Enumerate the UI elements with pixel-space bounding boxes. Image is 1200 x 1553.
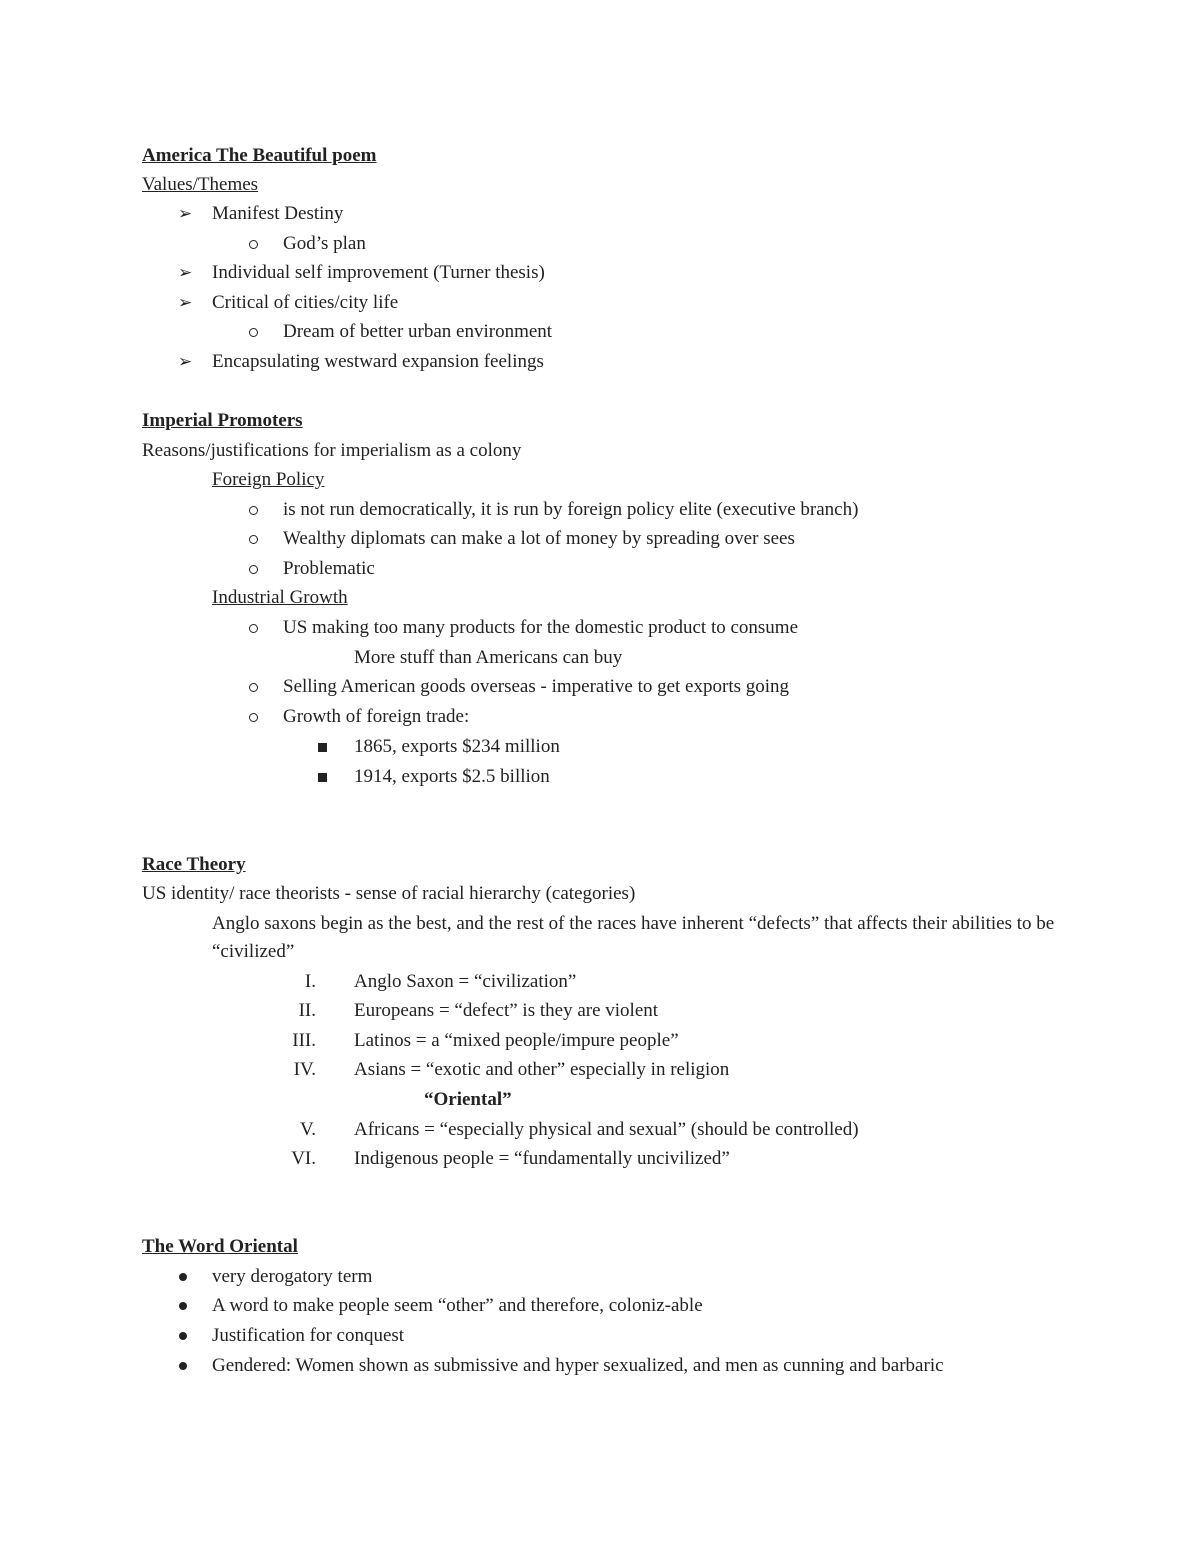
list-item: Wealthy diplomats can make a lot of money by spreading over sees <box>283 528 795 549</box>
list-item: Asians = “exotic and other” especially in religion <box>354 1059 730 1080</box>
arrow-bullet-icon: ➢ <box>178 293 193 312</box>
list-item: Critical of cities/city life <box>212 292 399 313</box>
section-intro: Reasons/justifications for imperialism as a colony <box>142 440 522 461</box>
list-item: Dream of better urban environment <box>283 321 553 342</box>
list-item: Manifest Destiny <box>212 203 344 224</box>
list-item: Encapsulating westward expansion feelings <box>212 351 544 372</box>
oriental-note: “Oriental” <box>424 1089 512 1110</box>
section-intro: US identity/ race theorists - sense of racial hierarchy (categories) <box>142 883 636 904</box>
section-title-imperial-promoters: Imperial Promoters <box>142 410 303 431</box>
circle-bullet-icon <box>249 713 258 722</box>
section-title-race-theory: Race Theory <box>142 854 246 875</box>
list-item: Africans = “especially physical and sexual” (should be controlled) <box>354 1119 859 1140</box>
list-item: Gendered: Women shown as submissive and hyper sexualized, and men as cunning and barbaric <box>212 1355 944 1376</box>
list-item: very derogatory term <box>212 1266 373 1287</box>
roman-numeral: IV. <box>293 1059 316 1080</box>
list-item: Problematic <box>283 558 375 579</box>
list-item: 1865, exports $234 million <box>354 736 560 757</box>
arrow-bullet-icon: ➢ <box>178 263 193 282</box>
square-bullet-icon <box>318 773 327 782</box>
list-item: Individual self improvement (Turner thesis) <box>212 262 545 283</box>
roman-numeral: VI. <box>291 1148 316 1169</box>
circle-bullet-icon <box>249 565 258 574</box>
list-item: Selling American goods overseas - imperative to get exports going <box>283 676 790 697</box>
list-item: Latinos = a “mixed people/impure people” <box>354 1030 679 1051</box>
circle-bullet-icon <box>249 624 258 633</box>
list-item: Justification for conquest <box>212 1325 405 1346</box>
disc-bullet-icon <box>179 1273 187 1281</box>
list-item: A word to make people seem “other” and therefore, coloniz-able <box>212 1295 703 1316</box>
square-bullet-icon <box>318 743 327 752</box>
circle-bullet-icon <box>249 683 258 692</box>
list-item: Europeans = “defect” is they are violent <box>354 1000 659 1021</box>
circle-bullet-icon <box>249 240 258 249</box>
roman-numeral: II. <box>298 1000 316 1021</box>
race-theory-paragraph: Anglo saxons begin as the best, and the rest of the races have inherent “defects” that affects their abilities to be “civilized” <box>212 913 1055 962</box>
disc-bullet-icon <box>179 1362 187 1370</box>
industrial-growth-subheading: Industrial Growth <box>212 587 348 608</box>
arrow-bullet-icon: ➢ <box>178 352 193 371</box>
roman-numeral: III. <box>292 1030 316 1051</box>
foreign-policy-subheading: Foreign Policy <box>212 469 325 490</box>
list-item: Anglo Saxon = “civilization” <box>354 971 577 992</box>
section-title-the-word-oriental: The Word Oriental <box>142 1236 298 1257</box>
list-item: 1914, exports $2.5 billion <box>354 766 550 787</box>
list-item: Indigenous people = “fundamentally uncivilized” <box>354 1148 730 1169</box>
values-themes-subheading: Values/Themes <box>142 174 259 195</box>
list-item-continuation: More stuff than Americans can buy <box>354 647 623 668</box>
circle-bullet-icon <box>249 535 258 544</box>
list-item: Growth of foreign trade: <box>283 706 470 727</box>
circle-bullet-icon <box>249 328 258 337</box>
roman-numeral: I. <box>304 971 316 992</box>
list-item: is not run democratically, it is run by foreign policy elite (executive branch) <box>283 499 859 520</box>
list-item: God’s plan <box>283 233 366 254</box>
disc-bullet-icon <box>179 1332 187 1340</box>
roman-numeral: V. <box>299 1119 316 1140</box>
arrow-bullet-icon: ➢ <box>178 204 193 223</box>
section-title-america-the-beautiful: America The Beautiful poem <box>142 145 377 166</box>
list-item: US making too many products for the domestic product to consume <box>283 617 799 638</box>
circle-bullet-icon <box>249 506 258 515</box>
disc-bullet-icon <box>179 1302 187 1310</box>
